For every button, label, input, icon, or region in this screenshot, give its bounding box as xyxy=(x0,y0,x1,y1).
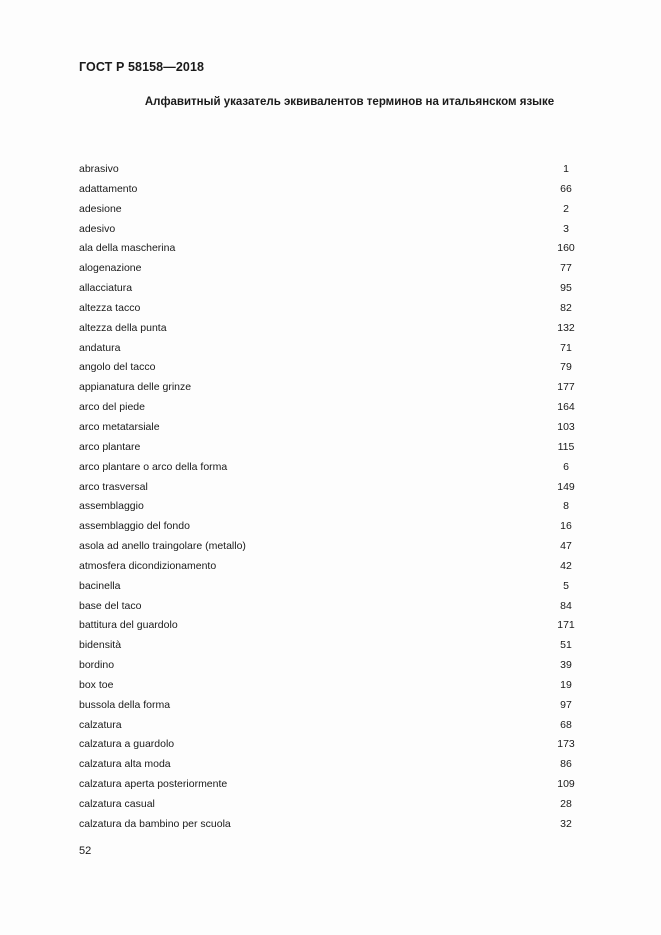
index-entry xyxy=(79,202,579,222)
entry-number: 68 xyxy=(560,718,572,731)
entry-number: 160 xyxy=(557,242,575,255)
entry-term: andatura xyxy=(79,341,121,354)
entry-number: 3 xyxy=(563,222,569,235)
entry-term: asola ad anello traingolare (metallo) xyxy=(79,540,246,553)
entry-term: ala della mascherina xyxy=(79,242,176,255)
entry-term: bussola della forma xyxy=(79,698,171,711)
entry-term: angolo del tacco xyxy=(79,361,156,374)
index-entry xyxy=(79,698,579,718)
index-entry xyxy=(79,420,579,440)
entry-number: 115 xyxy=(557,440,575,453)
entry-term: assemblaggio xyxy=(79,500,144,513)
entry-number: 103 xyxy=(557,420,575,433)
index-entry xyxy=(79,777,579,797)
entry-term: arco metatarsiale xyxy=(79,420,160,433)
entry-number: 19 xyxy=(560,678,572,691)
entry-number: 82 xyxy=(560,301,572,314)
index-entry xyxy=(79,222,579,242)
entry-number: 79 xyxy=(560,361,572,374)
entry-number: 109 xyxy=(557,778,575,791)
entry-term: adesione xyxy=(79,202,122,215)
entry-term: appianatura delle grinze xyxy=(79,381,192,394)
entry-term: calzatura alta moda xyxy=(79,758,171,771)
entry-term: assemblaggio del fondo xyxy=(79,520,190,533)
entry-number: 132 xyxy=(557,321,575,334)
index-entry xyxy=(79,400,579,420)
entry-number: 51 xyxy=(560,639,572,652)
entry-number: 149 xyxy=(557,480,575,493)
entry-number: 16 xyxy=(560,520,572,533)
index-entry xyxy=(79,341,579,361)
entry-number: 8 xyxy=(563,500,569,513)
term-index-list xyxy=(79,162,579,837)
entry-number: 32 xyxy=(560,817,572,830)
index-entry xyxy=(79,460,579,480)
index-entry xyxy=(79,281,579,301)
entry-term: arco plantare xyxy=(79,440,141,453)
entry-number: 39 xyxy=(560,659,572,672)
index-entry xyxy=(79,261,579,281)
entry-term: adattamento xyxy=(79,182,138,195)
index-entry xyxy=(79,757,579,777)
entry-term: base del taco xyxy=(79,599,142,612)
entry-term: arco plantare o arco della forma xyxy=(79,460,228,473)
index-entry xyxy=(79,162,579,182)
entry-term: box toe xyxy=(79,678,114,691)
entry-number: 6 xyxy=(563,460,569,473)
entry-term: calzatura a guardolo xyxy=(79,738,175,751)
index-entry xyxy=(79,440,579,460)
index-title: Алфавитный указатель эквивалентов терминов на итальянском языке xyxy=(144,96,555,108)
entry-term: arco trasversal xyxy=(79,480,148,493)
entry-term: battitura del guardolo xyxy=(79,619,178,632)
entry-number: 164 xyxy=(557,401,575,414)
entry-number: 42 xyxy=(560,559,572,572)
entry-number: 5 xyxy=(563,579,569,592)
entry-number: 47 xyxy=(560,540,572,553)
index-entry xyxy=(79,380,579,400)
entry-term: abrasivo xyxy=(79,163,119,175)
index-entry xyxy=(79,797,579,817)
index-entry xyxy=(79,301,579,321)
entry-number: 173 xyxy=(557,738,575,751)
entry-term: bacinella xyxy=(79,579,121,592)
entry-term: altezza della punta xyxy=(79,321,167,334)
index-entry xyxy=(79,817,579,837)
entry-number: 77 xyxy=(560,262,572,275)
entry-number: 2 xyxy=(563,202,569,215)
entry-term: atmosfera dicondizionamento xyxy=(79,559,217,572)
entry-term: arco del piede xyxy=(79,401,145,414)
index-entry xyxy=(79,638,579,658)
entry-term: adesivo xyxy=(79,222,116,235)
index-entry xyxy=(79,658,579,678)
index-entry xyxy=(79,599,579,619)
entry-number: 1 xyxy=(563,163,569,175)
document-header: ГОСТ Р 58158—2018 xyxy=(79,60,205,74)
entry-term: allacciatura xyxy=(79,282,133,295)
index-entry xyxy=(79,579,579,599)
entry-term: calzatura aperta posteriormente xyxy=(79,778,228,791)
entry-term: bordino xyxy=(79,659,115,672)
entry-term: calzatura xyxy=(79,718,122,731)
index-entry xyxy=(79,559,579,579)
index-entry xyxy=(79,321,579,341)
page-number: 52 xyxy=(79,845,92,857)
index-entry xyxy=(79,737,579,757)
entry-number: 84 xyxy=(560,599,572,612)
index-entry xyxy=(79,182,579,202)
entry-number: 66 xyxy=(560,182,572,195)
index-entry xyxy=(79,480,579,500)
index-entry xyxy=(79,678,579,698)
entry-number: 71 xyxy=(560,341,572,354)
entry-number: 95 xyxy=(560,282,572,295)
entry-number: 28 xyxy=(560,798,572,810)
entry-term: altezza tacco xyxy=(79,301,141,314)
index-entry xyxy=(79,539,579,559)
entry-number: 86 xyxy=(560,758,572,771)
index-entry xyxy=(79,618,579,638)
entry-term: bidensità xyxy=(79,639,122,652)
entry-number: 97 xyxy=(560,698,572,711)
index-entry xyxy=(79,499,579,519)
entry-term: calzatura casual xyxy=(79,798,155,810)
index-entry xyxy=(79,519,579,539)
index-entry xyxy=(79,360,579,380)
entry-term: alogenazione xyxy=(79,262,142,275)
entry-term: calzatura da bambino per scuola xyxy=(79,817,231,830)
entry-number: 177 xyxy=(557,381,575,394)
index-entry xyxy=(79,241,579,261)
entry-number: 171 xyxy=(557,619,575,632)
index-entry xyxy=(79,718,579,738)
